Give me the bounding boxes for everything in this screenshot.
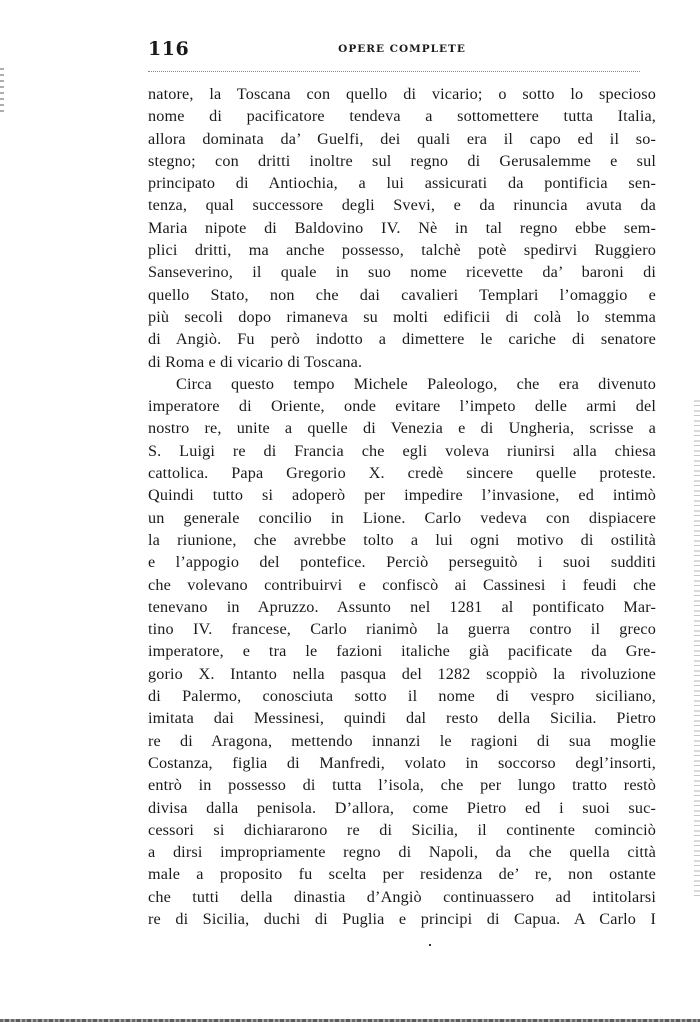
text-line: che volevano contribuirvi e confiscò ai Cassinesi i feudi che — [148, 575, 656, 594]
text-line: quello Stato, non che dai cavalieri Templari l’omaggio e — [148, 285, 656, 304]
text-line: principato di Antiochia, a lui assicurati da pontificia sen- — [148, 174, 656, 193]
text-line: Sanseverino, il quale in suo nome ricevette da’ baroni di — [148, 263, 656, 282]
scan-speck — [429, 944, 431, 946]
text-line: re di Aragona, mettendo innanzi le ragioni di sua moglie — [148, 731, 656, 750]
text-line: nome di pacificatore tendeva a sottomettere tutta Italia, — [148, 107, 656, 126]
text-line: re di Sicilia, duchi di Puglia e principi di Capua. A Carlo I — [148, 909, 656, 928]
text-line: un generale concilio in Lione. Carlo vedeva con dispiacere — [148, 508, 656, 527]
text-line: Maria nipote di Baldovino IV. Nè in tal regno ebbe sem- — [148, 218, 656, 237]
header-rule — [148, 71, 640, 72]
text-line: cessori si dichiararono re di Sicilia, il continente cominciò — [148, 820, 656, 839]
text-line: imperatore, e tra le fazioni italiche già pacificate da Gre- — [148, 642, 656, 661]
paragraph-start-line: Circa questo tempo Michele Paleologo, che era divenuto — [176, 374, 656, 393]
text-line: che tutti della dinastia d’Angiò continuassero ad intitolarsi — [148, 887, 656, 906]
text-line: Costanza, figlia di Manfredi, volato in soccorso degl’insorti, — [148, 753, 656, 772]
scan-artifact-left — [0, 68, 4, 113]
paragraph-end-line: di Roma e di vicario di Toscana. — [148, 352, 363, 371]
text-line: cattolica. Papa Gregorio X. credè sincere quelle proteste. — [148, 464, 656, 483]
text-line: Quindi tutto si adoperò per impedire l’invasione, ed intimò — [148, 486, 656, 505]
text-line: allora dominata da’ Guelfi, dei quali era il capo ed il so- — [148, 129, 656, 148]
text-line: e l’appogio del pontefice. Perciò perseguitò i suoi sudditi — [148, 553, 656, 572]
text-line: a dirsi impropriamente regno di Napoli, da che quella città — [148, 843, 656, 862]
text-line: la riunione, che avrebbe tolto a lui ogni motivo di ostilità — [148, 530, 656, 549]
text-line: gorio X. Intanto nella pasqua del 1282 scoppiò la rivoluzione — [148, 664, 656, 683]
text-line: natore, la Toscana con quello di vicario; o sotto lo specioso — [148, 85, 656, 103]
text-line: stegno; con dritti inoltre sul regno di Gerusalemme e sul — [148, 151, 656, 170]
text-line: tino IV. francese, Carlo rianimò la guerra contro il greco — [148, 620, 656, 639]
text-line: imitata dai Messinesi, quindi dal resto della Sicilia. Pietro — [148, 709, 656, 728]
text-line: imperatore di Oriente, onde evitare l’impeto delle armi del — [148, 397, 656, 416]
text-line: di Palermo, conosciuta sotto il nome di vespro siciliano, — [148, 687, 656, 706]
text-line: male a proposito fu scelta per residenza de’ re, non ostante — [148, 865, 656, 884]
body-text — [148, 83, 656, 930]
text-line: plici dritti, ma anche possesso, talchè potè spedirvi Ruggiero — [148, 241, 656, 260]
page-header — [148, 38, 656, 62]
scan-artifact-right — [694, 400, 700, 900]
text-line: tenevano in Apruzzo. Assunto nel 1281 al pontificato Mar- — [148, 597, 656, 616]
text-line: entrò in possesso di tutta l’isola, che per lungo tratto restò — [148, 776, 656, 795]
text-line: S. Luigi re di Francia che egli voleva riunirsi alla chiesa — [148, 441, 656, 460]
text-line: divisa dalla penisola. D’allora, come Pietro ed i suoi suc- — [148, 798, 656, 817]
page-number: 116 — [148, 38, 190, 60]
text-line: tenza, qual successore degli Svevi, e da rinuncia avuta da — [148, 196, 656, 215]
text-line: nostro re, unite a quelle di Venezia e di Ungheria, scrisse a — [148, 419, 656, 438]
running-title: OPERE COMPLETE — [338, 43, 466, 55]
text-line: di Angiò. Fu però indotto a dimettere le cariche di senatore — [148, 330, 656, 349]
text-line: più secoli dopo rimaneva su molti edificii di colà lo stemma — [148, 307, 656, 326]
